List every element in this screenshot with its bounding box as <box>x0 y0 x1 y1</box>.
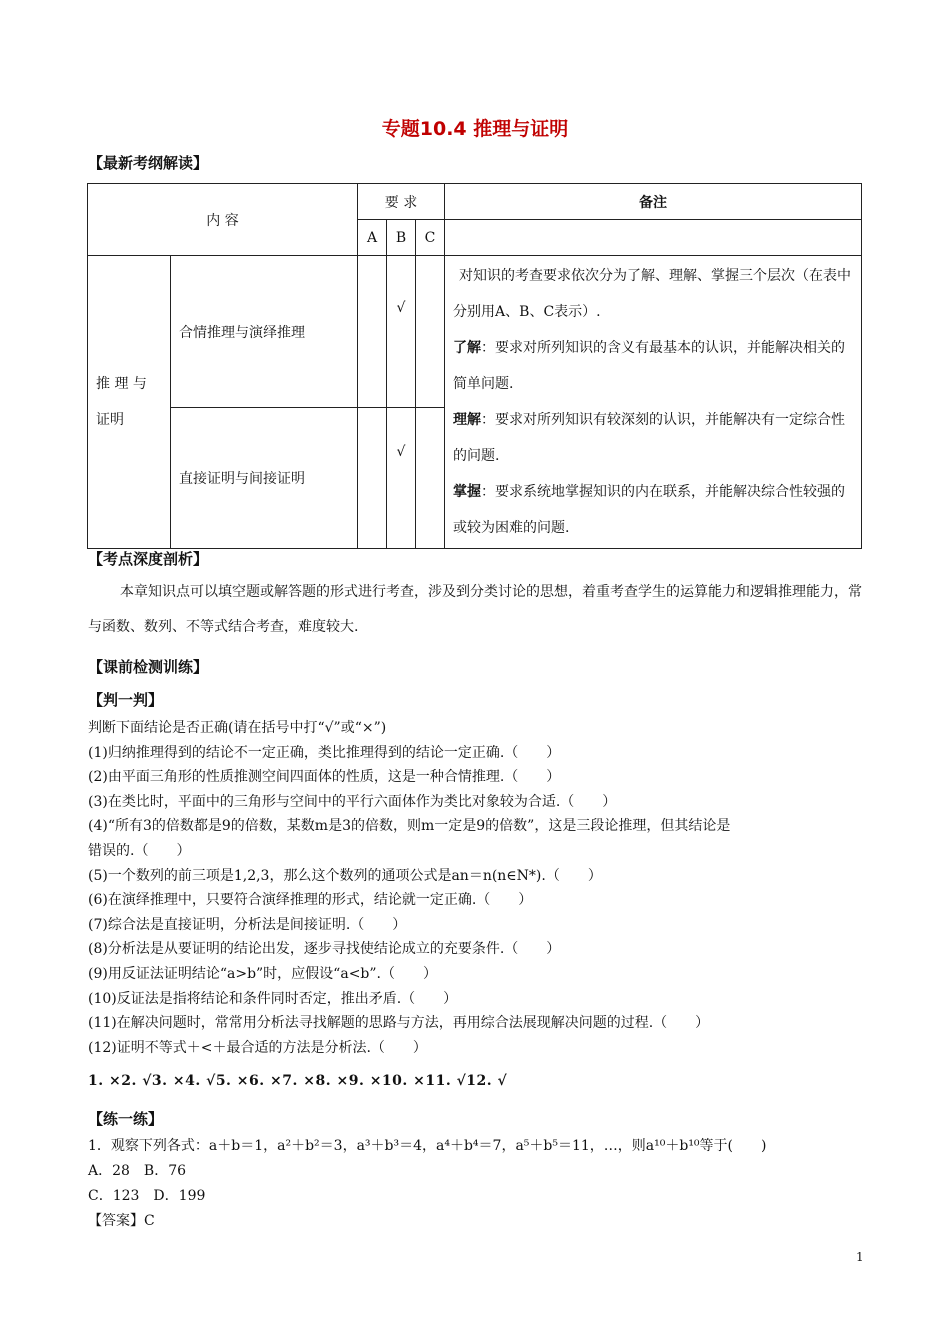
row1-item: 合情推理与演绎推理 <box>171 256 358 408</box>
row2-item: 直接证明与间接证明 <box>171 408 358 549</box>
practice-block <box>88 1134 766 1234</box>
remark-header: 备注 <box>445 184 862 220</box>
level-c: C <box>416 220 445 256</box>
judge-item: (1)归纳推理得到的结论不一定正确，类比推理得到的结论一定正确.（ ） <box>88 744 561 761</box>
require-header: 要 求 <box>358 184 445 220</box>
analysis-paragraph: 本章知识点可以填空题或解答题的形式进行考查，涉及到分类讨论的思想，着重考查学生的运算能力和逻辑推理能力，常与函数、数列、不等式结合考查，难度较大. <box>88 584 862 635</box>
section-judge: 【判一判】 <box>88 691 164 709</box>
note-understand-basic: 了解：要求对所列知识的含义有最基本的认识，并能解决相关的简单问题. <box>453 340 846 392</box>
judge-item: (3)在类比时，平面中的三角形与空间中的平行六面体作为类比对象较为合适.（ ） <box>88 793 617 810</box>
note-understand: 理解：要求对所列知识有较深刻的认识，并能解决有一定综合性的问题. <box>453 412 846 464</box>
remark-note <box>445 256 862 549</box>
note-intro: 对知识的考查要求依次分为了解、理解、掌握三个层次（在表中分别用A、B、C表示）. <box>453 268 852 320</box>
section-outline: 【最新考纲解读】 <box>88 154 209 172</box>
section-practice: 【练一练】 <box>88 1110 164 1128</box>
judge-answers: 1. ×2. √3. ×4. √5. ×6. ×7. ×8. ×9. ×10. ×11. √12. √ <box>88 1073 508 1089</box>
section-analysis: 【考点深度剖析】 <box>88 550 209 568</box>
judge-item: (10)反证法是指将结论和条件同时否定，推出矛盾.（ ） <box>88 990 458 1007</box>
judge-item: (9)用反证法证明结论“a>b”时，应假设“a<b”.（ ） <box>88 965 437 982</box>
practice-options-cd: C．123 D．199 <box>88 1188 206 1204</box>
page-number: 1 <box>856 1250 864 1264</box>
note-master: 掌握：要求系统地掌握知识的内在联系，并能解决综合性较强的或较为困难的问题. <box>453 484 846 536</box>
page-title: 专题10.4 推理与证明 <box>381 118 569 140</box>
row2-c <box>416 408 445 549</box>
content-header: 内 容 <box>88 184 358 256</box>
judge-item: (11)在解决问题时，常常用分析法寻找解题的思路与方法，再用综合法展现解决问题的过程.（ ） <box>88 1015 710 1032</box>
row1-b-check: √ <box>387 256 416 408</box>
judge-item: (4)“所有3的倍数都是9的倍数，某数m是3的倍数，则m一定是9的倍数”，这是三段论推理，但其结论是 <box>88 818 731 835</box>
judge-item: (2)由平面三角形的性质推测空间四面体的性质，这是一种合情推理.（ ） <box>88 769 561 786</box>
judge-item: (12)证明不等式＋<＋最合适的方法是分析法.（ ） <box>88 1039 427 1056</box>
row2-b-check: √ <box>387 408 416 549</box>
practice-question-1: 1．观察下列各式：a＋b＝1，a²＋b²＝3，a³＋b³＝4，a⁴＋b⁴＝7，a⁵＋b⁵＝11，…，则a¹⁰＋b¹⁰等于( ) <box>88 1138 767 1154</box>
judge-item: (8)分析法是从要证明的结论出发，逐步寻找使结论成立的充要条件.（ ） <box>88 941 561 958</box>
level-b: B <box>387 220 416 256</box>
judge-item: (7)综合法是直接证明，分析法是间接证明.（ ） <box>88 916 407 933</box>
topic-line2: 证明 <box>96 412 124 428</box>
level-a: A <box>358 220 387 256</box>
practice-options-ab: A．28 B．76 <box>88 1163 187 1179</box>
judge-item: (5)一个数列的前三项是1,2,3，那么这个数列的通项公式是an＝n(n∈N*).（ ） <box>88 867 602 884</box>
row1-a <box>358 256 387 408</box>
remark-empty <box>445 220 862 256</box>
topic-cell <box>88 256 171 549</box>
judge-intro: 判断下面结论是否正确(请在括号中打“√”或“×”) <box>88 720 387 736</box>
section-pretest: 【课前检测训练】 <box>88 658 209 676</box>
judge-item: 错误的.（ ） <box>88 842 191 859</box>
topic-line1: 推 理 与 <box>96 376 147 392</box>
judge-item: (6)在演绎推理中，只要符合演绎推理的形式，结论就一定正确.（ ） <box>88 892 533 909</box>
requirement-table <box>87 183 862 549</box>
row2-a <box>358 408 387 549</box>
row1-c <box>416 256 445 408</box>
judge-list <box>88 716 878 1060</box>
practice-answer: 【答案】C <box>88 1213 155 1229</box>
